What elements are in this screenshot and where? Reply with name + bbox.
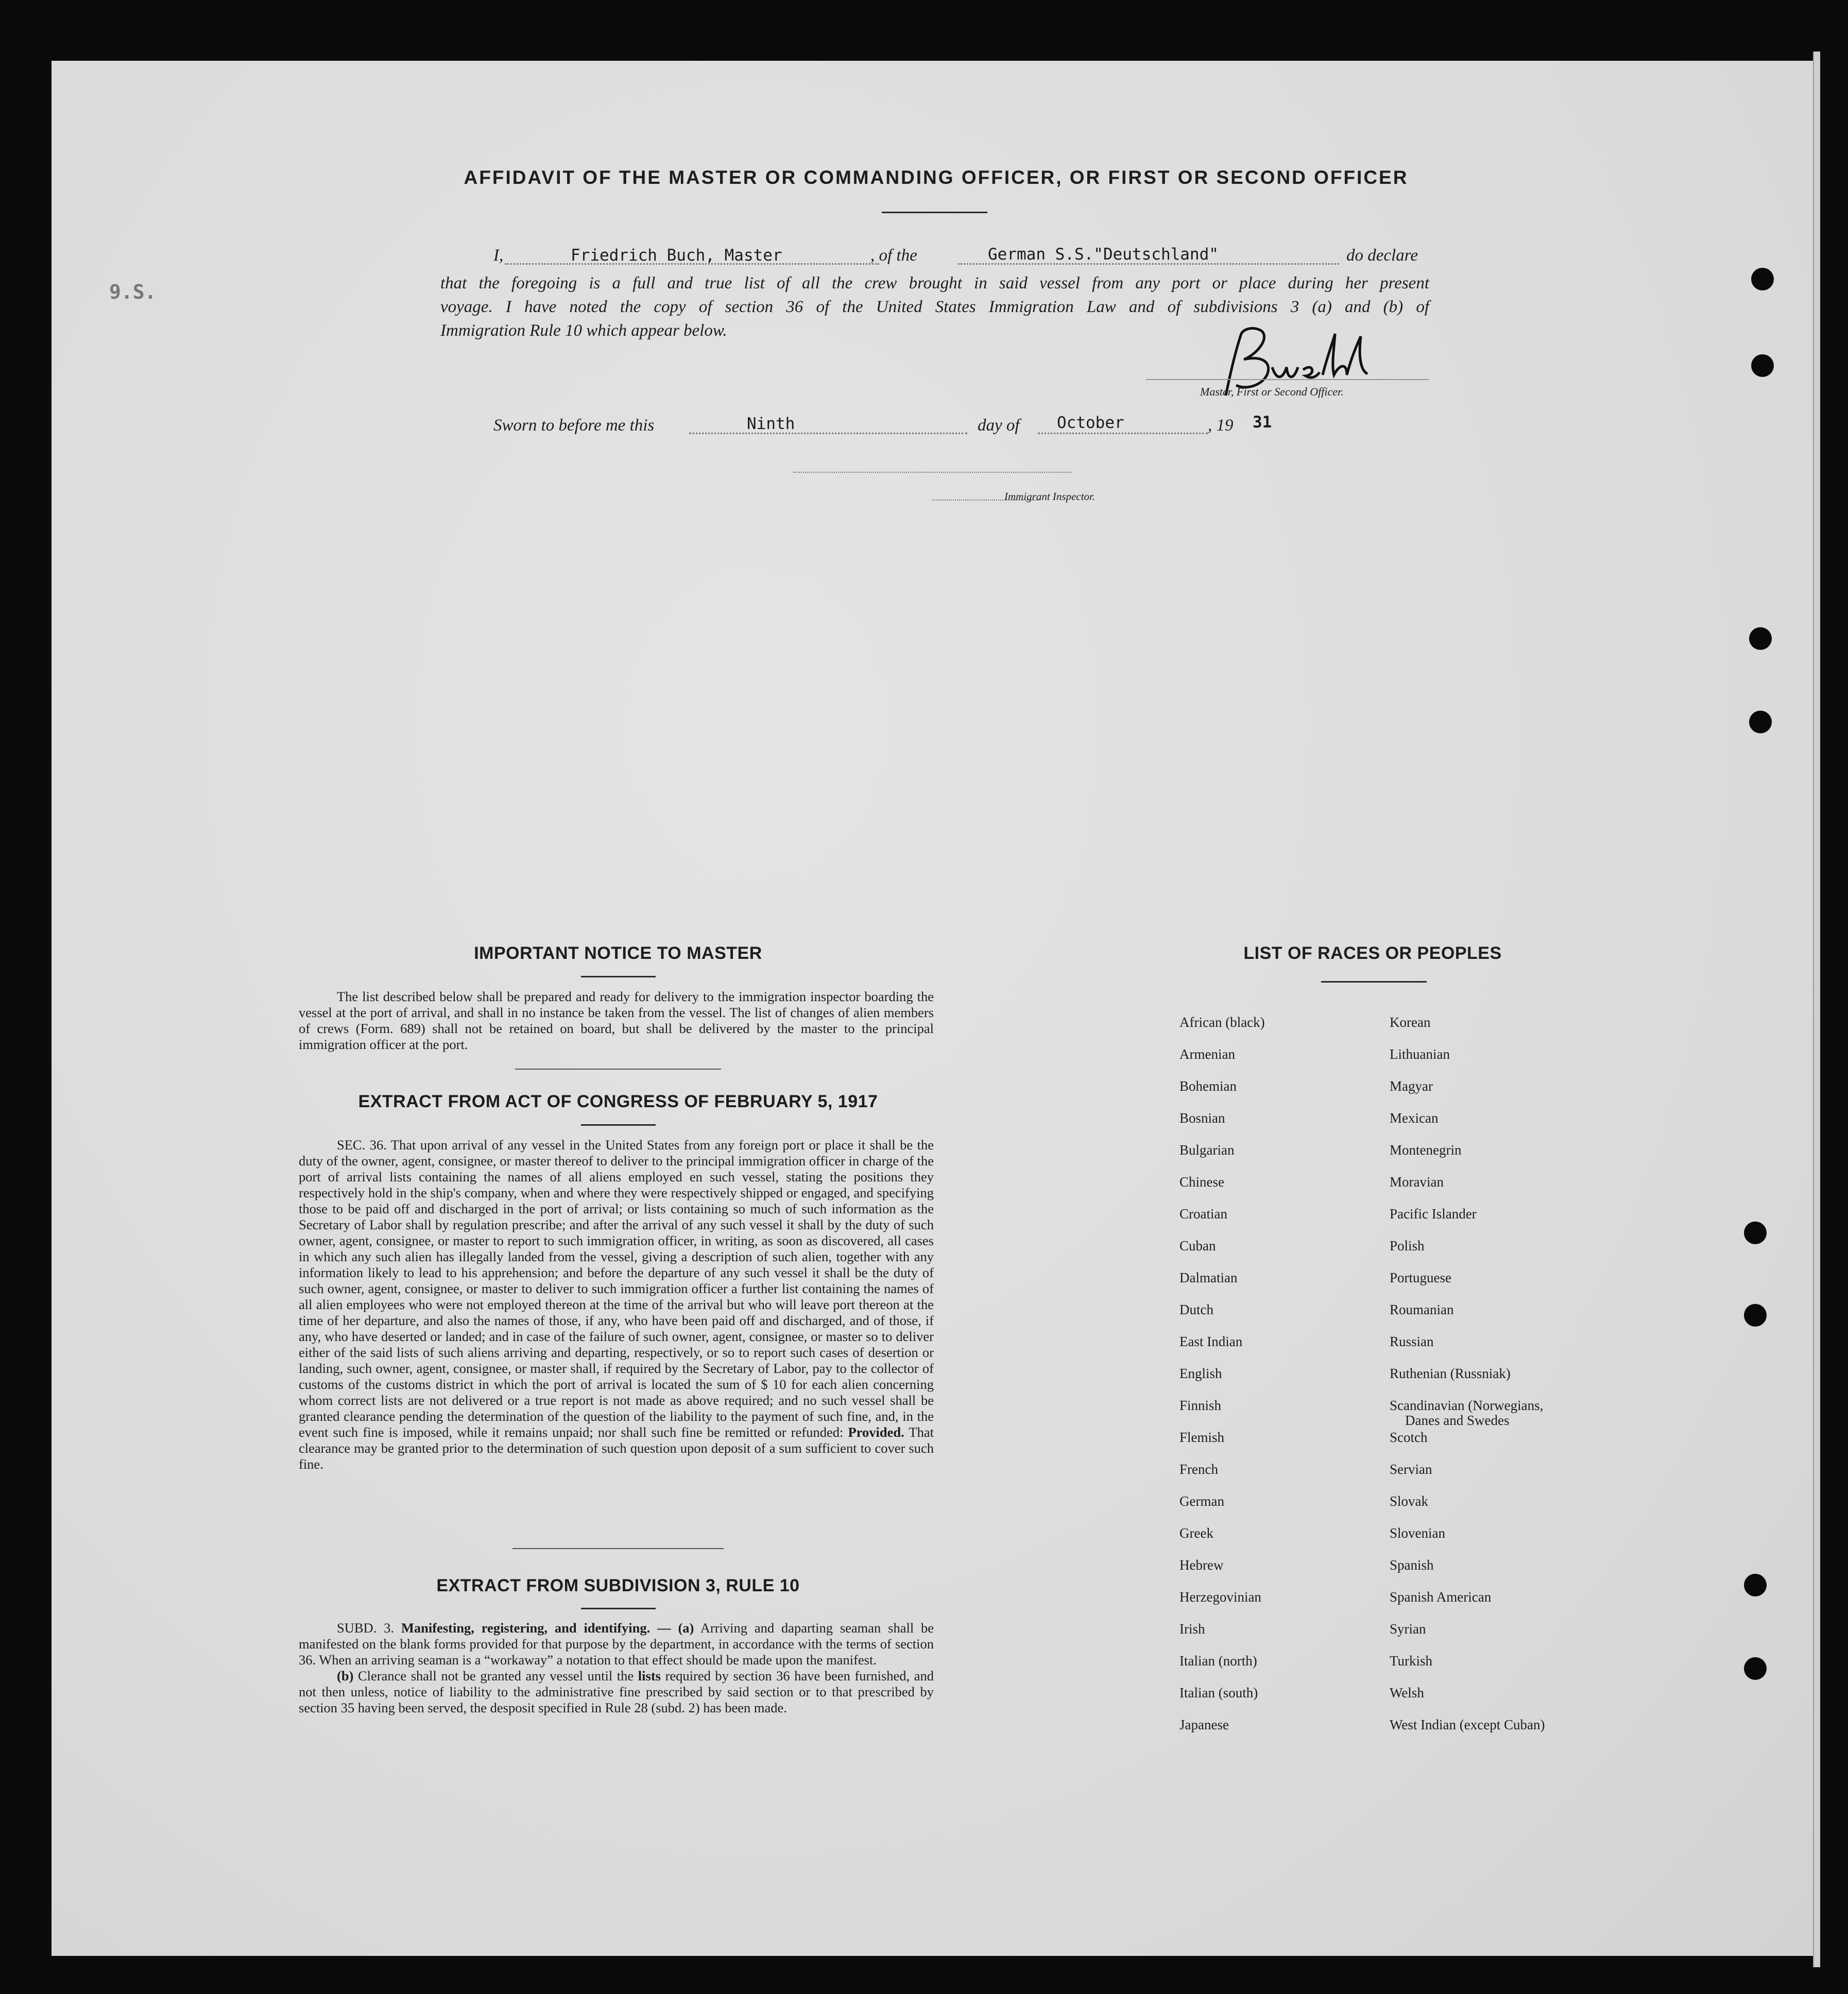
race-item: Korean xyxy=(1390,1015,1431,1030)
subd-a-prefix: — (a) xyxy=(657,1620,694,1636)
race-item: Herzegovinian xyxy=(1179,1589,1261,1605)
race-item: Slovak xyxy=(1390,1493,1429,1509)
race-item: Magyar xyxy=(1390,1078,1433,1094)
signer-caption: Master, First or Second Officer. xyxy=(1200,385,1344,398)
rule-underline xyxy=(581,1608,656,1609)
race-item: Dalmatian xyxy=(1179,1270,1238,1285)
act-text xyxy=(299,1137,934,1472)
binder-hole xyxy=(1751,268,1774,290)
inspector-caption: Immigrant Inspector. xyxy=(1004,490,1096,503)
notice-text xyxy=(299,989,934,1053)
sworn-day: Ninth xyxy=(747,415,795,433)
race-item: Japanese xyxy=(1179,1717,1229,1732)
master-name: Friedrich Buch, Master xyxy=(571,246,782,265)
sworn-year: 31 xyxy=(1253,413,1272,432)
act-paragraph xyxy=(299,1137,934,1472)
of-the-text: , of the xyxy=(870,246,917,265)
signature-line xyxy=(1146,379,1429,380)
race-item: Moravian xyxy=(1390,1174,1444,1190)
subd-b-prefix: (b) xyxy=(337,1668,354,1683)
race-item: Polish xyxy=(1390,1238,1425,1253)
race-item: Lithuanian xyxy=(1390,1046,1450,1062)
race-item: Chinese xyxy=(1179,1174,1224,1190)
race-item: Spanish xyxy=(1390,1557,1434,1573)
binder-hole xyxy=(1749,627,1772,650)
sworn-day-line xyxy=(689,433,967,434)
vessel-name: German S.S."Deutschland" xyxy=(988,245,1219,264)
notice-title: IMPORTANT NOTICE TO MASTER xyxy=(474,943,762,963)
race-item: Cuban xyxy=(1179,1238,1216,1253)
affidavit-body-1: that the foregoing is a full and true list of all the crew brought in said vessel from any port or place during her present xyxy=(440,274,1429,293)
subd-b-text-1: Clerance shall not be granted any vessel until the xyxy=(357,1668,634,1683)
race-item: Servian xyxy=(1390,1462,1432,1477)
race-item: Irish xyxy=(1179,1621,1205,1637)
rule-title: EXTRACT FROM SUBDIVISION 3, RULE 10 xyxy=(436,1576,800,1595)
page-edge xyxy=(1813,51,1820,1967)
race-item: Bosnian xyxy=(1179,1110,1225,1126)
race-item: Bulgarian xyxy=(1179,1142,1235,1158)
race-item: Croatian xyxy=(1179,1206,1227,1222)
race-item-continuation: Danes and Swedes xyxy=(1405,1413,1510,1428)
inspector-signature-line xyxy=(793,472,1071,473)
affidavit-pronoun: I, xyxy=(493,246,504,265)
title-underline xyxy=(882,212,987,213)
binder-hole xyxy=(1744,1574,1767,1596)
race-item: Bohemian xyxy=(1179,1078,1237,1094)
subd-a-text: Arriving and daparting seaman shall be manifested on the blank forms provided for that purpose by the department, in accordance with the terms of section 36. When an arriving seaman is a “workaway” a notation to that effect should be made upon the manifest. xyxy=(299,1620,934,1668)
binder-hole xyxy=(1744,1304,1767,1327)
notice-paragraph: The list described below shall be prepared and ready for delivery to the immigration inspector boarding the vessel at the port of arrival, and shall in no instance be taken from the vessel. The list of changes of alien members of crews (Form. 689) shall not be retained on board, but shall be delivered by the master to the principal immigration officer at the port. xyxy=(299,989,934,1052)
affidavit-body-3: Immigration Rule 10 which appear below. xyxy=(440,321,727,340)
notice-divider xyxy=(515,1069,721,1070)
race-item: German xyxy=(1179,1493,1224,1509)
binder-hole xyxy=(1751,354,1774,377)
day-of-text: day of xyxy=(978,416,1020,435)
act-underline xyxy=(581,1124,656,1126)
rule-text xyxy=(299,1620,934,1716)
sworn-month: October xyxy=(1057,414,1124,432)
act-divider xyxy=(512,1548,724,1549)
race-item: French xyxy=(1179,1462,1218,1477)
race-item: Pacific Islander xyxy=(1390,1206,1477,1222)
act-provided: Provided. xyxy=(848,1424,904,1440)
race-item: East Indian xyxy=(1179,1334,1243,1349)
race-item: Turkish xyxy=(1390,1653,1433,1669)
do-declare-text: do declare xyxy=(1346,246,1418,265)
race-item: Slovenian xyxy=(1390,1525,1445,1541)
race-item: Dutch xyxy=(1179,1302,1213,1317)
race-item: Armenian xyxy=(1179,1046,1235,1062)
race-item: English xyxy=(1179,1366,1222,1381)
binder-hole xyxy=(1744,1222,1767,1244)
affidavit-title: AFFIDAVIT OF THE MASTER OR COMMANDING OFFICER, OR FIRST OR SECOND OFFICER xyxy=(464,167,1409,188)
race-item: Greek xyxy=(1179,1525,1213,1541)
race-item: Scotch xyxy=(1390,1430,1428,1445)
race-item: Ruthenian (Russniak) xyxy=(1390,1366,1511,1381)
subd-b-lists: lists xyxy=(638,1668,661,1683)
race-item: West Indian (except Cuban) xyxy=(1390,1717,1545,1732)
binder-hole xyxy=(1749,711,1772,733)
sworn-month-line xyxy=(1038,433,1208,434)
race-item: Syrian xyxy=(1390,1621,1426,1637)
race-item: Scandinavian (Norwegians, xyxy=(1390,1398,1544,1413)
act-text-body: SEC. 36. That upon arrival of any vessel in the United States from any foreign port or place it shall be the duty of the owner, agent, consignee, or master thereof to deliver to the principal immigration officer in charge of the port of arrival lists containing the names of all aliens employed en such vessel, stating the positions they respectively hold in the ship's company, when and where they were respectively shipped or engaged, and specifying those to be paid off and discharged in the port of arrival; or lists containing so much of such information as the Secretary of Labor shall by regulation prescribe; and after the arrival of any such vessel it shall by the duty of such owner, agent, consignee, or master to report to such immigration officer, in writing, as soon as discovered, all cases in which any such alien has illegally landed from the vessel, giving a description of such alien, together with any information likely to lead to his apprehension; and before the departure of any such vessel it shall be the duty of such owner, agent, consignee, or master to deliver to such immigration officer a further list containing the names of all alien employees who were not employed thereon at the time of the arrival but who will leave port thereon at the time of her departure, and also the names of those, if any, who have been paid off and discharged, and of those, if any, who have deserted or landed; and in case of the failure of such owner, agent, consignee, or master so to deliver either of the said lists of such aliens arriving and departing, respectively, or so to report such cases of desertion or landing, such owner, agent, consignee, or master shall, if required by the Secretary of Labor, pay to the collector of customs of the customs district in which the port of arrival is located the sum of $ 10 for each alien concerning whom correct lists are not delivered or a true report is not made as above required; and no such vessel shall be granted clearance pending the determination of the question of the liability to the payment of such fine, and, in the event such fine is imposed, while it remains unpaid; nor shall such fine be remitted or refunded: xyxy=(299,1137,934,1440)
races-title: LIST OF RACES OR PEOPLES xyxy=(1243,943,1502,963)
race-item: Montenegrin xyxy=(1390,1142,1462,1158)
race-item: Russian xyxy=(1390,1334,1434,1349)
race-item: Mexican xyxy=(1390,1110,1439,1126)
rule-paragraph-b xyxy=(299,1668,934,1716)
races-underline xyxy=(1321,981,1427,983)
act-text-end: That clearance may be granted prior to the determination of such question upon deposit of a sum sufficient to cover such fine. xyxy=(299,1424,934,1472)
race-item: Spanish American xyxy=(1390,1589,1492,1605)
act-title: EXTRACT FROM ACT OF CONGRESS OF FEBRUARY 5, 1917 xyxy=(358,1092,878,1111)
race-item: Roumanian xyxy=(1390,1302,1454,1317)
svg-text:Buch: Buch xyxy=(1293,380,1294,381)
binder-hole xyxy=(1744,1657,1767,1680)
margin-mark: 9.S. xyxy=(109,281,157,303)
year-prefix: , 19 xyxy=(1208,416,1234,435)
rule-paragraph-a xyxy=(299,1620,934,1668)
race-item: Welsh xyxy=(1390,1685,1424,1700)
race-item: African (black) xyxy=(1179,1015,1265,1030)
notice-underline xyxy=(581,976,656,977)
subd-b-text-2: required by section 36 have been furnished, and not then unless, notice of liability to the administrative fine prescribed by said section or to that prescribed by section 35 having been served, the desposit specified in Rule 28 (subd. 2) has been made. xyxy=(299,1668,934,1715)
race-item: Hebrew xyxy=(1179,1557,1224,1573)
race-item: Italian (north) xyxy=(1179,1653,1257,1669)
affidavit-body-2: voyage. I have noted the copy of section 36 of the United States Immigration Law and of subdivisions 3 (a) and (b) of xyxy=(440,298,1429,316)
race-item: Italian (south) xyxy=(1179,1685,1258,1700)
sworn-text: Sworn to before me this xyxy=(493,416,655,435)
race-item: Flemish xyxy=(1179,1430,1225,1445)
subd-label: SUBD. 3. xyxy=(337,1620,395,1636)
subd-heading: Manifesting, registering, and identifying. xyxy=(401,1620,651,1636)
race-item: Portuguese xyxy=(1390,1270,1451,1285)
race-item: Finnish xyxy=(1179,1398,1222,1413)
